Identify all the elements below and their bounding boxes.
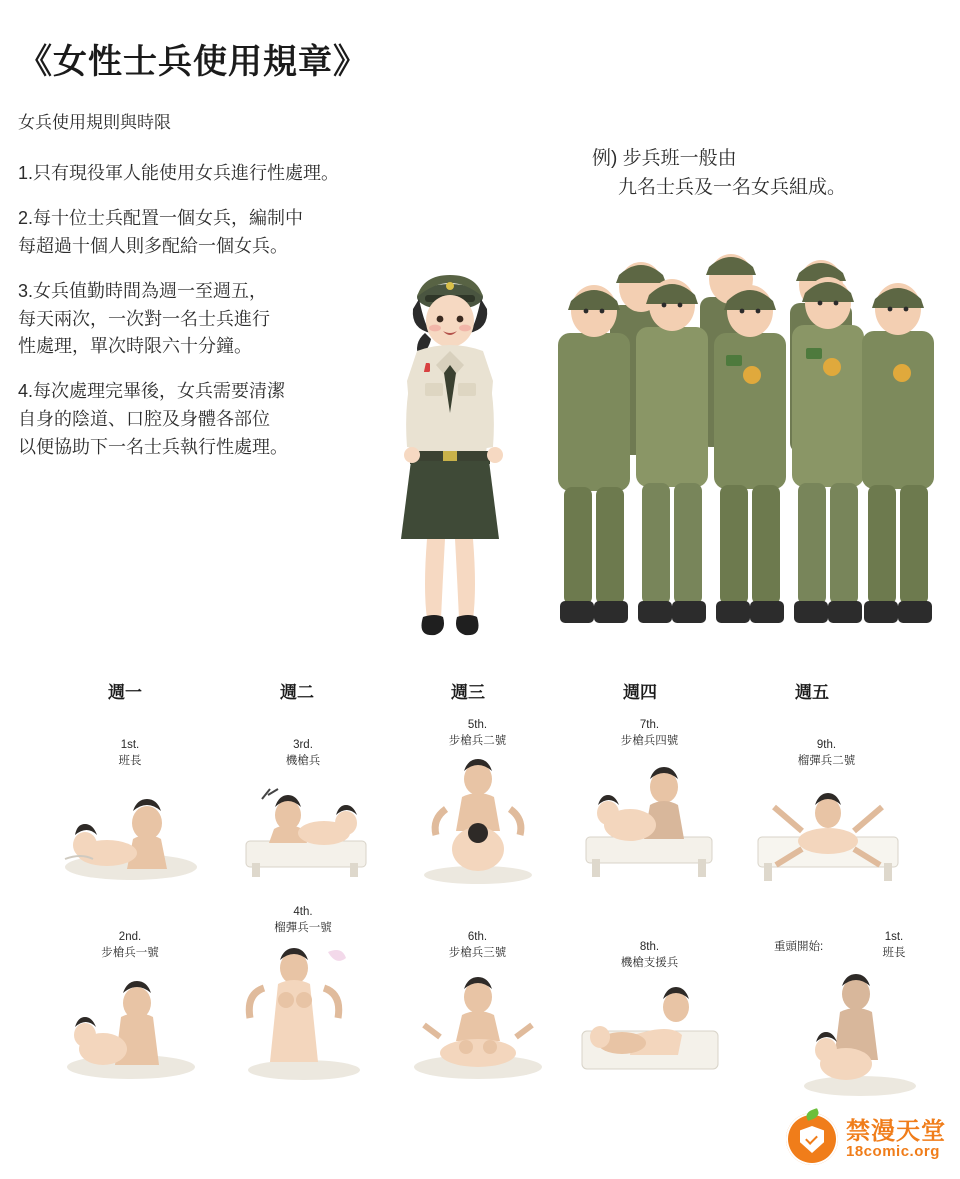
watermark-text [846, 1119, 946, 1160]
scene-caption-wed-2 [400, 930, 555, 961]
scene-role-tue-1: 機槍兵 [285, 754, 321, 767]
rule-3-line-2: 每天兩次，一次對一名士兵進行 [18, 308, 270, 329]
scene-role-mon-1: 班長 [118, 754, 142, 767]
weekday-friday: 週五 [795, 683, 829, 702]
scene-role-wed-1: 步槍兵二號 [448, 734, 507, 747]
scene-role-wed-2: 步槍兵三號 [448, 946, 507, 959]
rule-item-1 [18, 160, 448, 188]
weekday-monday: 週一 [108, 683, 142, 702]
scene-illustration-fri-2 [790, 968, 930, 1098]
rule-1-line-1: 1.只有現役軍人能使用女兵進行性處理。 [18, 163, 340, 183]
scene-panel-thu-1 [572, 718, 727, 891]
rule-3-line-3: 性處理，單次時限六十分鐘。 [18, 336, 252, 357]
scene-illustration-fri-1 [744, 771, 909, 896]
scene-panel-fri-1 [744, 738, 909, 896]
scene-illustration-mon-2 [55, 963, 205, 1088]
site-watermark [786, 1113, 946, 1165]
scene-order-wed-1: 5th. [467, 719, 488, 731]
watermark-subtitle: 18comic.org [846, 1142, 940, 1160]
scene-order-fri-2: 1st. [884, 931, 904, 943]
weekday-header-row [0, 678, 960, 702]
example-note [592, 145, 846, 202]
weekday-tuesday: 週二 [280, 683, 314, 702]
scene-caption-thu-2 [572, 940, 727, 971]
scene-order-thu-2: 8th. [639, 941, 660, 953]
scene-panel-wed-2 [400, 930, 555, 1088]
scene-illustration-tue-2 [228, 938, 378, 1088]
scene-illustration-mon-1 [55, 771, 205, 891]
scene-caption-mon-1 [55, 738, 205, 769]
scene-role-mon-2: 步槍兵一號 [101, 946, 159, 959]
scene-illustration-wed-1 [400, 751, 555, 891]
scene-caption-fri-1 [744, 738, 909, 769]
scene-order-tue-1: 3rd. [293, 739, 313, 751]
scene-panel-mon-2 [55, 930, 205, 1088]
scene-illustration-tue-1 [228, 771, 378, 891]
leaf-icon [805, 1108, 820, 1121]
example-note-line-1: 例) 步兵班一般由 [592, 148, 737, 169]
scene-panel-tue-2 [228, 905, 378, 1088]
scene-caption-fri-2 [858, 930, 930, 961]
scene-caption-thu-1 [572, 718, 727, 749]
scene-caption-tue-2 [228, 905, 378, 936]
scene-illustration-thu-1 [572, 751, 727, 891]
scene-role-thu-1: 步槍兵四號 [620, 734, 679, 747]
scene-role-thu-2: 機槍支援兵 [620, 956, 679, 969]
scene-caption-mon-2 [55, 930, 205, 961]
infantry-squad-illustration [540, 215, 950, 660]
rule-2-line-1: 2.每十位士兵配置一個女兵，編制中 [18, 207, 304, 228]
scene-panel-thu-2 [572, 940, 727, 1088]
scene-order-wed-2: 6th. [467, 931, 488, 943]
scene-panel-tue-1 [228, 738, 378, 891]
scene-role-tue-2: 榴彈兵一號 [274, 921, 332, 934]
female-officer-illustration [355, 255, 545, 655]
rule-item-2 [18, 205, 448, 261]
rule-2-line-2: 每超過十個人則多配給一個女兵。 [18, 235, 288, 256]
scene-illustration-wed-2 [400, 963, 555, 1088]
scene-illustration-thu-2 [572, 973, 727, 1088]
rule-3-line-1: 3.女兵值勤時間為週一至週五， [18, 280, 268, 301]
scene-panel-fri-2 [858, 930, 930, 961]
scene-caption-tue-1 [228, 738, 378, 769]
rule-4-line-3: 以便協助下一名士兵執行性處理。 [18, 437, 288, 458]
page-title: 《女性士兵使用規章》 [18, 43, 368, 81]
page-subtitle: 女兵使用規則與時限 [18, 113, 171, 132]
scene-caption-wed-1 [400, 718, 555, 749]
weekday-wednesday: 週三 [451, 683, 485, 702]
shield-check-icon [786, 1113, 838, 1165]
scene-panel-wed-1 [400, 718, 555, 891]
scene-order-mon-1: 1st. [120, 739, 140, 751]
scene-order-tue-2: 4th. [293, 906, 313, 918]
scene-role-fri-2: 班長 [882, 946, 906, 959]
rule-4-line-2: 自身的陰道、口腔及身體各部位 [18, 409, 270, 430]
scene-role-fri-1: 榴彈兵二號 [797, 754, 856, 767]
scene-order-thu-1: 7th. [639, 719, 660, 731]
scene-order-fri-1: 9th. [816, 739, 837, 751]
weekday-thursday: 週四 [623, 683, 657, 702]
example-note-line-2: 九名士兵及一名女兵組成。 [618, 176, 847, 198]
rule-4-line-1: 4.每次處理完畢後，女兵需要清潔 [18, 381, 286, 402]
scene-order-mon-2: 2nd. [118, 931, 142, 943]
restart-label: 重頭開始: [774, 941, 824, 953]
watermark-title: 禁漫天堂 [846, 1117, 946, 1145]
scene-panel-mon-1 [55, 738, 205, 891]
shield-shape [800, 1126, 824, 1153]
